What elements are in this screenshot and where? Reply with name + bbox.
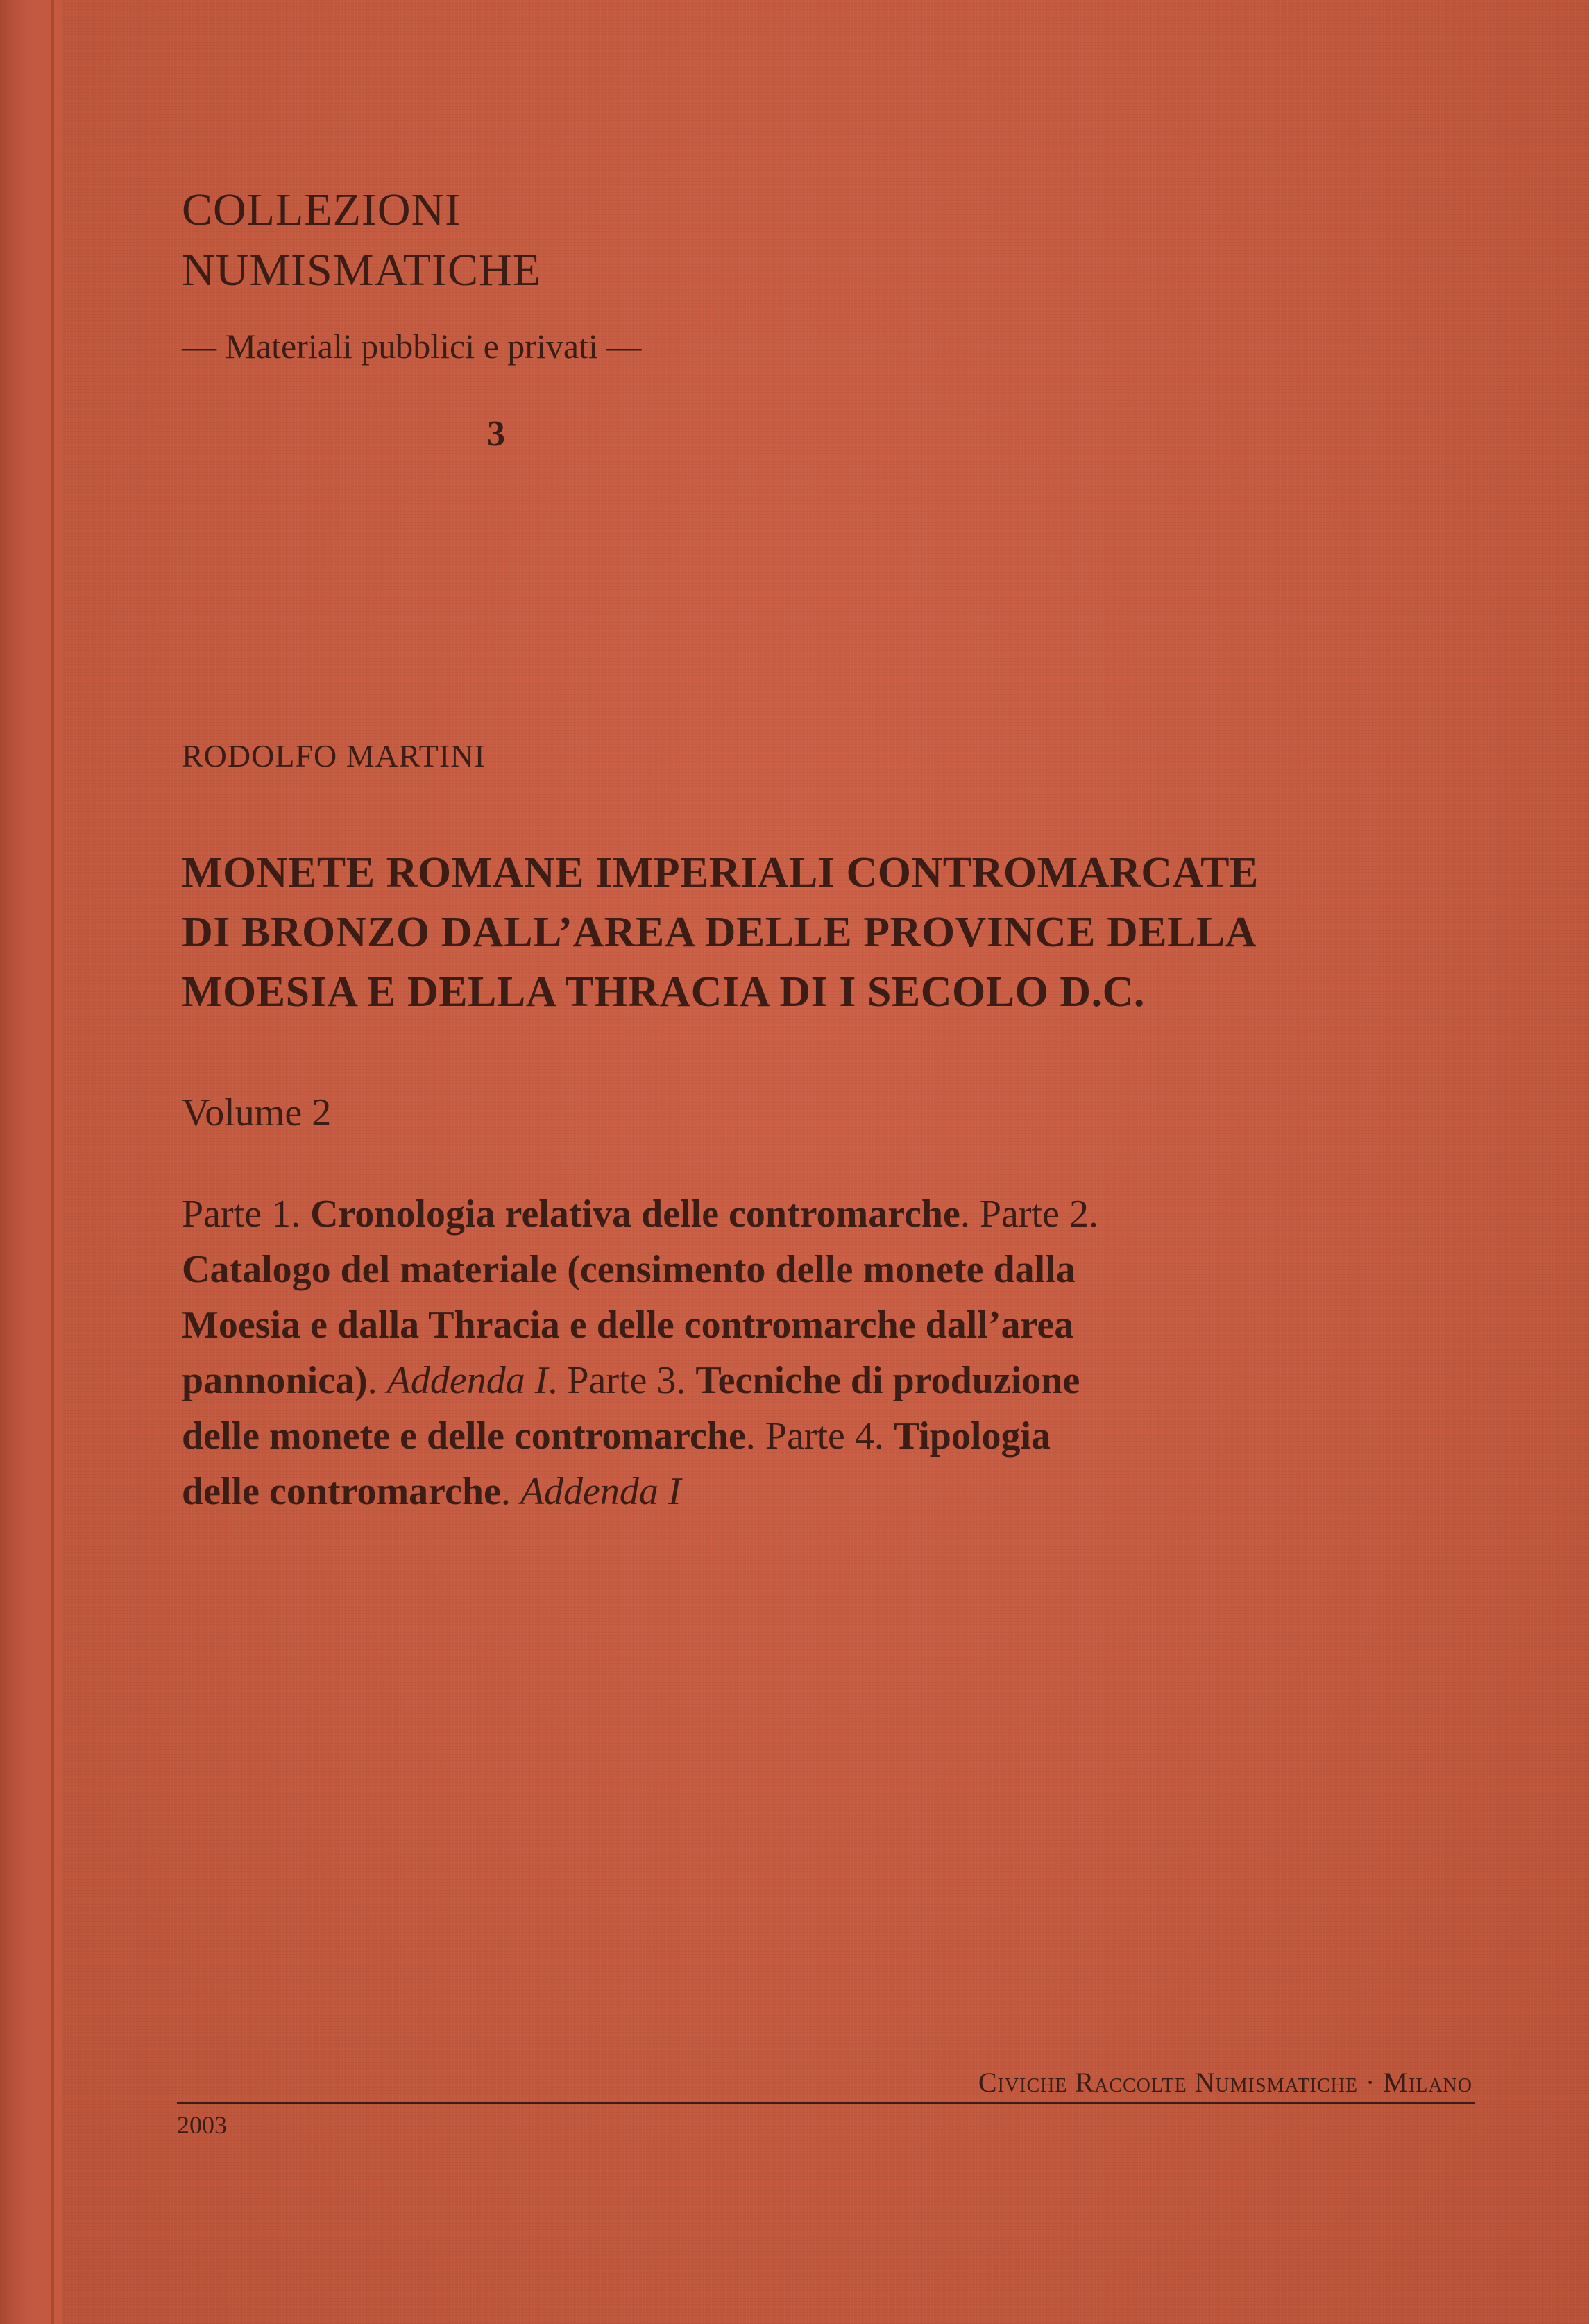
- contents-description: [182, 1186, 1403, 1519]
- contents-line5: [182, 1408, 1403, 1464]
- series-title-line2: NUMISMATICHE: [182, 245, 542, 296]
- publisher-name: Civiche Raccolte Numismatiche · Milano: [978, 2067, 1472, 2098]
- publication-year: 2003: [177, 2111, 227, 2139]
- title-line3: MOESIA E DELLA THRACIA DI I SECOLO D.C.: [182, 968, 1145, 1016]
- contents-bold: Catalogo del materiale (censimento delle monete dalla: [182, 1248, 1076, 1291]
- contents-text: . Parte 4.: [745, 1415, 894, 1458]
- contents-line6: [182, 1464, 1403, 1519]
- contents-text: . Parte 2.: [960, 1193, 1098, 1236]
- contents-italic: Addenda I: [386, 1359, 548, 1402]
- volume-label: Volume 2: [182, 1091, 332, 1134]
- book-title: [182, 843, 1403, 1022]
- contents-bold: delle contromarche: [182, 1470, 501, 1513]
- author-name: RODOLFO MARTINI: [182, 738, 486, 774]
- contents-line1: [182, 1186, 1403, 1242]
- contents-line2: [182, 1242, 1403, 1297]
- footer-rule: [177, 2102, 1475, 2104]
- contents-text: .: [500, 1470, 520, 1513]
- series-number: 3: [487, 414, 505, 454]
- hinge-line: [51, 0, 54, 2324]
- contents-line3: [182, 1297, 1403, 1353]
- contents-bold: delle monete e delle contromarche: [182, 1415, 746, 1458]
- contents-italic: Addenda I: [520, 1470, 681, 1513]
- series-title-line1: COLLEZIONI: [182, 185, 461, 235]
- contents-bold: Tecniche di produzione: [695, 1359, 1080, 1402]
- title-line2: DI BRONZO DALL’AREA DELLE PROVINCE DELLA: [182, 909, 1257, 956]
- series-subtitle: — Materiali pubblici e privati —: [182, 327, 642, 366]
- title-line1: MONETE ROMANE IMPERIALI CONTROMARCATE: [182, 849, 1259, 896]
- contents-line4: [182, 1353, 1403, 1408]
- contents-bold: pannonica): [182, 1359, 368, 1402]
- contents-bold: Tipologia: [893, 1415, 1051, 1458]
- contents-text: . Parte 3.: [547, 1359, 696, 1402]
- contents-text: Parte 1.: [182, 1193, 311, 1236]
- contents-bold: Moesia e dalla Thracia e delle contromarche dall’area: [182, 1304, 1074, 1347]
- contents-bold: Cronologia relativa delle contromarche: [310, 1193, 960, 1236]
- contents-text: .: [367, 1359, 387, 1402]
